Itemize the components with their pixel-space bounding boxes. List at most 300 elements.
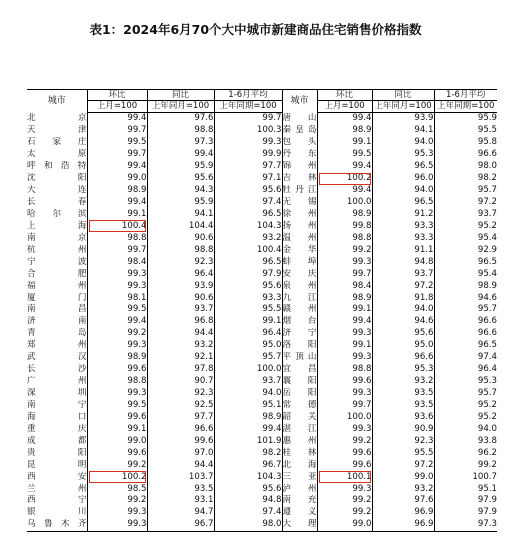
mom-cell: 98.9 <box>87 185 147 197</box>
yoy-cell: 96.9 <box>372 519 434 531</box>
yoy-cell: 94.6 <box>372 316 434 328</box>
table-row <box>27 340 497 352</box>
city-cell: 银川 <box>27 507 87 518</box>
mom-cell: 99.6 <box>317 376 372 388</box>
table-row <box>27 376 497 388</box>
mom-cell: 99.5 <box>87 400 147 412</box>
mom-subheader-right: 上月=100 <box>317 101 372 113</box>
mom-cell: 99.3 <box>87 268 147 280</box>
city-cell: 安庆 <box>282 268 317 279</box>
city-cell: 杭州 <box>27 244 87 255</box>
mom-cell: 98.9 <box>317 209 372 221</box>
yoy-cell: 95.6 <box>372 328 434 340</box>
city-cell: 南京 <box>27 232 87 243</box>
avg-cell: 95.4 <box>434 232 497 244</box>
table-row <box>27 256 497 268</box>
mom-cell: 99.6 <box>87 447 147 459</box>
avg-subheader-left: 上年同期=100 <box>214 101 282 113</box>
mom-cell: 98.8 <box>317 232 372 244</box>
mom-cell: 99.3 <box>87 280 147 292</box>
avg-cell: 99.9 <box>214 149 282 161</box>
mom-cell: 99.1 <box>317 340 372 352</box>
avg-cell: 104.3 <box>214 471 282 483</box>
avg-cell: 92.9 <box>434 244 497 256</box>
yoy-cell: 96.9 <box>372 507 434 519</box>
table-row <box>27 435 497 447</box>
avg-cell: 100.3 <box>214 125 282 137</box>
avg-cell: 95.6 <box>214 185 282 197</box>
avg-cell: 96.6 <box>434 149 497 161</box>
yoy-cell: 95.3 <box>372 364 434 376</box>
table-row <box>27 244 497 256</box>
avg-cell: 98.2 <box>214 447 282 459</box>
mom-cell: 99.4 <box>87 197 147 209</box>
yoy-cell: 92.5 <box>147 400 214 412</box>
avg-cell: 95.7 <box>434 388 497 400</box>
mom-cell: 99.2 <box>317 507 372 519</box>
mom-cell: 99.3 <box>317 328 372 340</box>
table-row <box>27 328 497 340</box>
yoy-subheader-left: 上年同月=100 <box>147 101 214 113</box>
table-row <box>27 400 497 412</box>
avg-cell: 97.4 <box>214 197 282 209</box>
mom-header-left: 环比 <box>87 90 147 101</box>
table-row <box>27 268 497 280</box>
city-cell: 成都 <box>27 435 87 446</box>
yoy-cell: 94.4 <box>147 328 214 340</box>
avg-cell: 97.1 <box>214 173 282 185</box>
yoy-cell: 91.8 <box>372 292 434 304</box>
avg-cell: 95.8 <box>434 137 497 149</box>
yoy-cell: 99.6 <box>147 435 214 447</box>
city-cell: 宁波 <box>27 256 87 267</box>
city-cell: 金华 <box>282 244 317 255</box>
yoy-cell: 91.2 <box>372 209 434 221</box>
city-cell: 西安 <box>27 471 87 482</box>
yoy-cell: 97.7 <box>147 411 214 423</box>
city-cell: 天津 <box>27 125 87 136</box>
avg-cell: 95.5 <box>434 125 497 137</box>
city-cell: 遵义 <box>282 507 317 518</box>
avg-cell: 96.7 <box>214 459 282 471</box>
mom-cell: 98.9 <box>87 352 147 364</box>
table-row <box>27 483 497 495</box>
avg-cell: 95.5 <box>214 304 282 316</box>
avg-cell: 97.3 <box>434 519 497 531</box>
avg-cell: 98.9 <box>434 280 497 292</box>
mom-cell: 99.2 <box>317 435 372 447</box>
city-cell: 呼和浩特 <box>27 161 87 172</box>
city-cell: 济宁 <box>282 328 317 339</box>
yoy-cell: 96.7 <box>147 519 214 531</box>
city-cell: 平顶山 <box>282 352 317 363</box>
highlighted-mom-cell: 100.4 <box>87 220 147 232</box>
yoy-header-left: 同比 <box>147 90 214 101</box>
table-row <box>27 459 497 471</box>
avg-cell: 96.6 <box>434 328 497 340</box>
city-cell: 广州 <box>27 376 87 387</box>
table-row <box>27 113 497 125</box>
table-row <box>27 364 497 376</box>
city-cell: 九江 <box>282 292 317 303</box>
highlighted-mom-cell: 100.2 <box>87 471 147 483</box>
yoy-cell: 92.3 <box>147 388 214 400</box>
mom-cell: 99.2 <box>317 244 372 256</box>
avg-cell: 96.6 <box>434 316 497 328</box>
avg-cell: 95.7 <box>214 352 282 364</box>
avg-cell: 99.1 <box>214 316 282 328</box>
mom-cell: 98.8 <box>87 232 147 244</box>
avg-cell: 97.4 <box>434 352 497 364</box>
city-cell: 温州 <box>282 232 317 243</box>
mom-cell: 98.8 <box>87 376 147 388</box>
city-cell: 岳阳 <box>282 388 317 399</box>
yoy-cell: 91.1 <box>372 244 434 256</box>
avg-cell: 96.5 <box>434 256 497 268</box>
yoy-cell: 93.3 <box>372 220 434 232</box>
mom-cell: 100.0 <box>317 411 372 423</box>
mom-subheader-left: 上月=100 <box>87 101 147 113</box>
yoy-cell: 97.0 <box>147 447 214 459</box>
table-body <box>27 113 497 532</box>
yoy-cell: 94.0 <box>372 137 434 149</box>
mom-cell: 99.1 <box>317 137 372 149</box>
mom-cell: 99.4 <box>317 316 372 328</box>
city-cell: 北海 <box>282 459 317 470</box>
avg-cell: 93.8 <box>434 435 497 447</box>
mom-cell: 99.1 <box>87 209 147 221</box>
price-index-table <box>27 89 497 532</box>
yoy-cell: 93.2 <box>372 376 434 388</box>
yoy-cell: 95.9 <box>147 197 214 209</box>
avg-cell: 97.7 <box>214 161 282 173</box>
table-row <box>27 447 497 459</box>
yoy-cell: 104.4 <box>147 220 214 232</box>
table-row <box>27 220 497 232</box>
mom-cell: 99.4 <box>317 185 372 197</box>
mom-cell: 99.6 <box>87 411 147 423</box>
city-cell: 海口 <box>27 411 87 422</box>
mom-cell: 99.1 <box>87 423 147 435</box>
yoy-cell: 95.0 <box>372 340 434 352</box>
avg-cell: 95.2 <box>434 400 497 412</box>
avg-cell: 94.6 <box>434 292 497 304</box>
mom-cell: 99.4 <box>87 113 147 125</box>
yoy-cell: 92.3 <box>147 256 214 268</box>
mom-cell: 99.0 <box>87 173 147 185</box>
table-row <box>27 149 497 161</box>
mom-cell: 99.6 <box>87 364 147 376</box>
table-row <box>27 232 497 244</box>
yoy-cell: 94.1 <box>372 125 434 137</box>
avg-cell: 97.2 <box>434 197 497 209</box>
mom-cell: 99.2 <box>87 495 147 507</box>
mom-cell: 99.2 <box>87 459 147 471</box>
avg-cell: 99.3 <box>214 137 282 149</box>
table-row <box>27 411 497 423</box>
city-cell: 吉林 <box>282 173 317 184</box>
yoy-cell: 94.0 <box>372 185 434 197</box>
yoy-cell: 93.2 <box>147 340 214 352</box>
city-cell: 徐州 <box>282 208 317 219</box>
table-row <box>27 161 497 173</box>
mom-cell: 98.5 <box>87 483 147 495</box>
city-cell: 厦门 <box>27 292 87 303</box>
avg-cell: 93.7 <box>214 376 282 388</box>
mom-cell: 99.2 <box>87 328 147 340</box>
city-cell: 深圳 <box>27 388 87 399</box>
mom-cell: 99.3 <box>87 519 147 531</box>
avg-cell: 99.4 <box>214 423 282 435</box>
table-title: 表1：2024年6月70个大中城市新建商品住宅销售价格指数 <box>89 22 422 37</box>
city-cell: 扬州 <box>282 220 317 231</box>
avg-cell: 98.0 <box>434 161 497 173</box>
city-cell: 泉州 <box>282 280 317 291</box>
avg-cell: 95.1 <box>214 400 282 412</box>
yoy-header-right: 同比 <box>372 90 434 101</box>
city-cell: 蚌埠 <box>282 256 317 267</box>
mom-cell: 99.7 <box>317 268 372 280</box>
highlighted-mom-cell: 100.1 <box>317 471 372 483</box>
avg-cell: 95.4 <box>434 268 497 280</box>
table-row <box>27 388 497 400</box>
table-row <box>27 495 497 507</box>
city-cell: 贵阳 <box>27 447 87 458</box>
table-row <box>27 471 497 483</box>
avg-cell: 96.4 <box>214 328 282 340</box>
yoy-cell: 94.8 <box>372 256 434 268</box>
city-cell: 福州 <box>27 280 87 291</box>
avg-cell: 97.9 <box>214 268 282 280</box>
mom-cell: 98.9 <box>317 125 372 137</box>
avg-cell: 93.2 <box>214 232 282 244</box>
yoy-cell: 97.2 <box>372 459 434 471</box>
table-row <box>27 352 497 364</box>
mom-cell: 99.3 <box>317 388 372 400</box>
mom-cell: 99.4 <box>317 113 372 125</box>
city-cell: 无锡 <box>282 197 317 208</box>
avg-cell: 94.0 <box>434 423 497 435</box>
avg-cell: 95.9 <box>434 113 497 125</box>
yoy-cell: 94.4 <box>147 459 214 471</box>
avg-header-left: 1-6月平均 <box>214 90 282 101</box>
city-cell: 重庆 <box>27 423 87 434</box>
yoy-cell: 97.6 <box>147 113 214 125</box>
mom-cell: 99.8 <box>317 220 372 232</box>
mom-cell: 99.5 <box>87 137 147 149</box>
yoy-cell: 98.8 <box>147 125 214 137</box>
yoy-cell: 93.3 <box>372 232 434 244</box>
mom-cell: 99.7 <box>87 244 147 256</box>
avg-cell: 95.1 <box>434 483 497 495</box>
yoy-cell: 103.7 <box>147 471 214 483</box>
mom-cell: 98.4 <box>317 280 372 292</box>
yoy-cell: 93.7 <box>147 304 214 316</box>
yoy-cell: 94.1 <box>147 209 214 221</box>
yoy-cell: 90.6 <box>147 232 214 244</box>
city-cell: 沈阳 <box>27 173 87 184</box>
avg-cell: 99.7 <box>214 113 282 125</box>
yoy-cell: 97.8 <box>147 364 214 376</box>
city-cell: 牡丹江 <box>282 185 317 196</box>
mom-cell: 99.3 <box>317 423 372 435</box>
city-cell: 桂林 <box>282 447 317 458</box>
mom-cell: 99.0 <box>87 435 147 447</box>
yoy-cell: 96.6 <box>147 423 214 435</box>
mom-cell: 99.3 <box>87 388 147 400</box>
city-cell: 北京 <box>27 113 87 124</box>
city-cell: 锦州 <box>282 161 317 172</box>
city-cell: 合肥 <box>27 268 87 279</box>
city-cell: 秦皇岛 <box>282 125 317 136</box>
avg-cell: 101.9 <box>214 435 282 447</box>
city-cell: 青岛 <box>27 328 87 339</box>
city-cell: 兰州 <box>27 483 87 494</box>
avg-cell: 95.3 <box>434 376 497 388</box>
yoy-cell: 97.3 <box>147 137 214 149</box>
city-cell: 常德 <box>282 399 317 410</box>
mom-cell: 99.0 <box>317 519 372 531</box>
yoy-cell: 90.9 <box>372 423 434 435</box>
avg-cell: 96.5 <box>434 340 497 352</box>
yoy-cell: 92.1 <box>147 352 214 364</box>
yoy-subheader-right: 上年同月=100 <box>372 101 434 113</box>
table-row <box>27 280 497 292</box>
mom-cell: 99.3 <box>87 340 147 352</box>
avg-cell: 96.5 <box>214 209 282 221</box>
city-header-right: 城市 <box>282 90 317 113</box>
city-cell: 南宁 <box>27 399 87 410</box>
yoy-cell: 96.5 <box>372 161 434 173</box>
avg-cell: 98.9 <box>214 411 282 423</box>
table-row <box>27 519 497 531</box>
avg-cell: 97.4 <box>214 507 282 519</box>
yoy-cell: 96.0 <box>372 173 434 185</box>
yoy-cell: 93.9 <box>372 113 434 125</box>
avg-cell: 99.2 <box>434 459 497 471</box>
table-row <box>27 197 497 209</box>
avg-cell: 93.3 <box>214 292 282 304</box>
avg-cell: 95.0 <box>214 340 282 352</box>
mom-cell: 99.4 <box>317 161 372 173</box>
mom-cell: 98.1 <box>87 292 147 304</box>
table-row <box>27 137 497 149</box>
city-cell: 大连 <box>27 185 87 196</box>
yoy-cell: 99.4 <box>147 149 214 161</box>
city-cell: 长沙 <box>27 364 87 375</box>
city-header-left: 城市 <box>27 90 87 113</box>
yoy-cell: 94.0 <box>372 304 434 316</box>
yoy-cell: 94.7 <box>147 507 214 519</box>
city-cell: 乌鲁木齐 <box>27 519 87 530</box>
mom-cell: 99.6 <box>317 447 372 459</box>
table-row <box>27 292 497 304</box>
table-row <box>27 209 497 221</box>
mom-cell: 99.7 <box>317 400 372 412</box>
avg-cell: 94.0 <box>214 388 282 400</box>
city-cell: 昆明 <box>27 459 87 470</box>
city-cell: 韶关 <box>282 411 317 422</box>
city-cell: 湛江 <box>282 423 317 434</box>
avg-cell: 93.7 <box>434 209 497 221</box>
city-cell: 石家庄 <box>27 137 87 148</box>
highlighted-mom-cell: 100.2 <box>317 173 372 185</box>
city-cell: 上海 <box>27 220 87 231</box>
city-cell: 西宁 <box>27 495 87 506</box>
avg-cell: 100.7 <box>434 471 497 483</box>
yoy-cell: 98.8 <box>147 244 214 256</box>
yoy-cell: 97.2 <box>372 280 434 292</box>
avg-cell: 95.2 <box>434 411 497 423</box>
city-cell: 大理 <box>282 519 317 530</box>
mom-cell: 99.7 <box>87 125 147 137</box>
avg-cell: 94.8 <box>214 495 282 507</box>
city-cell: 郑州 <box>27 340 87 351</box>
city-cell: 南充 <box>282 495 317 506</box>
yoy-cell: 93.7 <box>372 268 434 280</box>
yoy-cell: 97.6 <box>372 495 434 507</box>
mom-cell: 99.5 <box>317 149 372 161</box>
avg-cell: 97.9 <box>434 495 497 507</box>
table-row <box>27 507 497 519</box>
city-cell: 洛阳 <box>282 340 317 351</box>
yoy-cell: 95.3 <box>372 149 434 161</box>
table-row <box>27 423 497 435</box>
avg-cell: 97.9 <box>434 507 497 519</box>
yoy-cell: 93.1 <box>147 495 214 507</box>
avg-cell: 95.7 <box>434 304 497 316</box>
mom-cell: 99.3 <box>87 507 147 519</box>
avg-cell: 95.6 <box>214 483 282 495</box>
avg-cell: 95.6 <box>214 280 282 292</box>
city-cell: 丹东 <box>282 149 317 160</box>
mom-cell: 99.4 <box>87 161 147 173</box>
mom-cell: 98.9 <box>317 292 372 304</box>
avg-cell: 98.2 <box>434 173 497 185</box>
mom-cell: 98.4 <box>87 256 147 268</box>
yoy-cell: 95.9 <box>147 161 214 173</box>
yoy-cell: 96.4 <box>147 268 214 280</box>
city-cell: 宜昌 <box>282 364 317 375</box>
city-cell: 惠州 <box>282 435 317 446</box>
city-cell: 南昌 <box>27 304 87 315</box>
city-cell: 哈尔滨 <box>27 208 87 219</box>
mom-cell: 99.3 <box>317 256 372 268</box>
city-cell: 武汉 <box>27 352 87 363</box>
yoy-cell: 96.8 <box>147 316 214 328</box>
yoy-cell: 93.6 <box>372 411 434 423</box>
table-row <box>27 316 497 328</box>
yoy-cell: 99.0 <box>372 471 434 483</box>
city-cell: 三亚 <box>282 471 317 482</box>
city-cell: 襄阳 <box>282 376 317 387</box>
mom-cell: 100.0 <box>317 197 372 209</box>
mom-cell: 99.1 <box>317 304 372 316</box>
yoy-cell: 92.3 <box>372 435 434 447</box>
yoy-cell: 94.3 <box>147 185 214 197</box>
yoy-cell: 90.7 <box>147 376 214 388</box>
avg-cell: 100.0 <box>214 364 282 376</box>
mom-cell: 99.3 <box>317 483 372 495</box>
avg-cell: 95.7 <box>434 185 497 197</box>
yoy-cell: 93.5 <box>372 388 434 400</box>
mom-header-right: 环比 <box>317 90 372 101</box>
yoy-cell: 93.5 <box>372 400 434 412</box>
yoy-cell: 96.6 <box>372 352 434 364</box>
avg-cell: 104.3 <box>214 220 282 232</box>
city-cell: 太原 <box>27 149 87 160</box>
yoy-cell: 96.5 <box>372 197 434 209</box>
